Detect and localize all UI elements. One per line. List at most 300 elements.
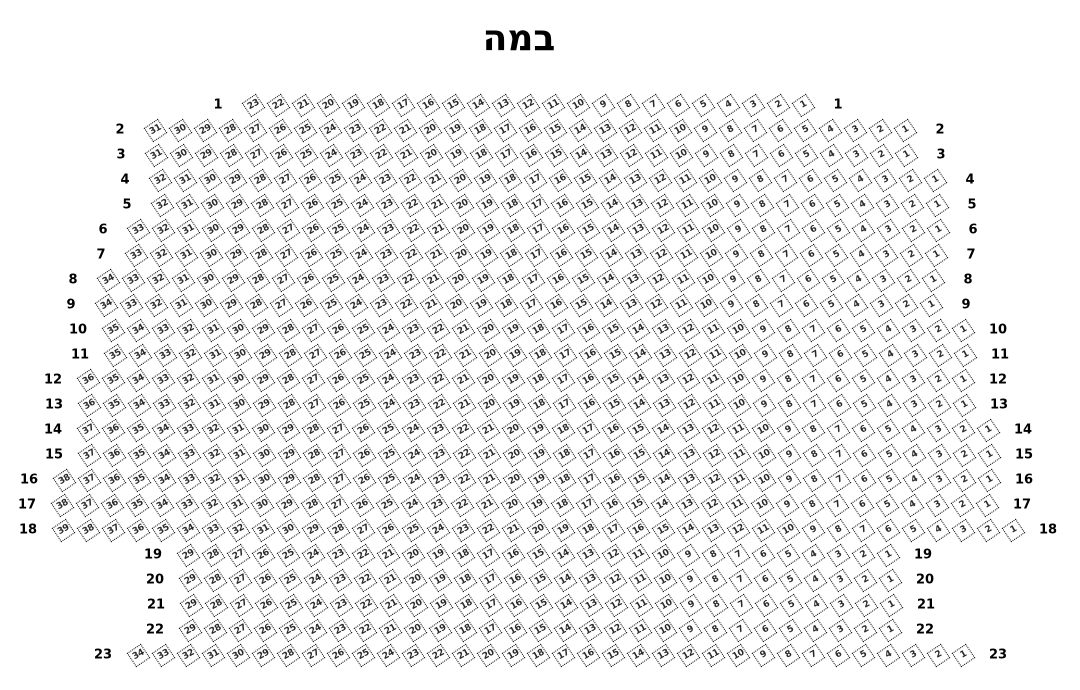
seat[interactable] bbox=[578, 568, 602, 592]
seat[interactable] bbox=[703, 343, 727, 367]
seat[interactable] bbox=[348, 168, 372, 192]
seat[interactable] bbox=[200, 193, 224, 217]
seat[interactable] bbox=[427, 393, 451, 417]
seat[interactable] bbox=[802, 393, 826, 417]
seat[interactable] bbox=[729, 593, 753, 617]
seat[interactable] bbox=[894, 143, 918, 167]
seat[interactable] bbox=[399, 243, 423, 267]
seat[interactable] bbox=[876, 368, 900, 392]
seat[interactable] bbox=[901, 418, 925, 442]
seat[interactable] bbox=[525, 193, 549, 217]
seat[interactable] bbox=[176, 518, 200, 542]
seat[interactable] bbox=[678, 343, 702, 367]
seat[interactable] bbox=[716, 93, 740, 117]
seat[interactable] bbox=[823, 168, 847, 192]
seat[interactable] bbox=[519, 293, 543, 317]
seat[interactable] bbox=[751, 643, 775, 667]
seat[interactable] bbox=[594, 143, 618, 167]
seat[interactable] bbox=[476, 543, 500, 567]
seat[interactable] bbox=[600, 493, 624, 517]
seat[interactable] bbox=[278, 568, 302, 592]
seat[interactable] bbox=[799, 243, 823, 267]
seat[interactable] bbox=[319, 143, 343, 167]
seat[interactable] bbox=[101, 368, 125, 392]
seat[interactable] bbox=[923, 168, 947, 192]
seat[interactable] bbox=[299, 243, 323, 267]
seat[interactable] bbox=[201, 368, 225, 392]
seat[interactable] bbox=[751, 543, 775, 567]
seat[interactable] bbox=[221, 268, 245, 292]
seat[interactable] bbox=[593, 118, 617, 142]
seat[interactable] bbox=[600, 193, 624, 217]
seat[interactable] bbox=[227, 443, 251, 467]
seat[interactable] bbox=[291, 93, 315, 117]
seat[interactable] bbox=[276, 218, 300, 242]
seat[interactable] bbox=[421, 268, 445, 292]
seat[interactable] bbox=[644, 143, 668, 167]
seat[interactable] bbox=[826, 218, 850, 242]
seat[interactable] bbox=[569, 143, 593, 167]
seat[interactable] bbox=[702, 393, 726, 417]
seat[interactable] bbox=[426, 218, 450, 242]
seat[interactable] bbox=[246, 268, 270, 292]
seat[interactable] bbox=[673, 168, 697, 192]
seat[interactable] bbox=[502, 468, 526, 492]
seat[interactable] bbox=[675, 193, 699, 217]
seat[interactable] bbox=[76, 518, 100, 542]
seat[interactable] bbox=[451, 368, 475, 392]
seat[interactable] bbox=[850, 493, 874, 517]
seat[interactable] bbox=[550, 193, 574, 217]
seat[interactable] bbox=[801, 518, 825, 542]
seat[interactable] bbox=[844, 293, 868, 317]
seat[interactable] bbox=[275, 193, 299, 217]
seat[interactable] bbox=[526, 643, 550, 667]
seat[interactable] bbox=[351, 643, 375, 667]
seat[interactable] bbox=[753, 618, 777, 642]
seat[interactable] bbox=[403, 618, 427, 642]
seat[interactable] bbox=[751, 418, 775, 442]
seat[interactable] bbox=[668, 118, 692, 142]
seat[interactable] bbox=[901, 368, 925, 392]
seat[interactable] bbox=[701, 543, 725, 567]
seat[interactable] bbox=[853, 618, 877, 642]
seat[interactable] bbox=[369, 293, 393, 317]
seat[interactable] bbox=[469, 143, 493, 167]
seat[interactable] bbox=[775, 493, 799, 517]
seat[interactable] bbox=[326, 643, 350, 667]
seat[interactable] bbox=[903, 343, 927, 367]
seat[interactable] bbox=[302, 468, 326, 492]
seat[interactable] bbox=[576, 643, 600, 667]
seat[interactable] bbox=[953, 343, 977, 367]
seat[interactable] bbox=[602, 468, 626, 492]
seat[interactable] bbox=[827, 468, 851, 492]
seat[interactable] bbox=[451, 543, 475, 567]
seat[interactable] bbox=[975, 493, 999, 517]
seat[interactable] bbox=[694, 143, 718, 167]
seat[interactable] bbox=[376, 418, 400, 442]
seat[interactable] bbox=[376, 518, 400, 542]
seat[interactable] bbox=[354, 593, 378, 617]
seat[interactable] bbox=[821, 268, 845, 292]
seat[interactable] bbox=[151, 518, 175, 542]
seat[interactable] bbox=[677, 393, 701, 417]
seat[interactable] bbox=[877, 393, 901, 417]
seat[interactable] bbox=[248, 168, 272, 192]
seat[interactable] bbox=[824, 243, 848, 267]
seat[interactable] bbox=[225, 193, 249, 217]
seat[interactable] bbox=[751, 518, 775, 542]
seat[interactable] bbox=[271, 268, 295, 292]
seat[interactable] bbox=[300, 193, 324, 217]
seat[interactable] bbox=[826, 418, 850, 442]
seat[interactable] bbox=[251, 368, 275, 392]
seat[interactable] bbox=[825, 193, 849, 217]
seat[interactable] bbox=[279, 593, 303, 617]
seat[interactable] bbox=[194, 143, 218, 167]
seat[interactable] bbox=[794, 293, 818, 317]
seat[interactable] bbox=[526, 543, 550, 567]
seat[interactable] bbox=[724, 243, 748, 267]
seat[interactable] bbox=[779, 593, 803, 617]
seat[interactable] bbox=[901, 643, 925, 667]
seat[interactable] bbox=[519, 143, 543, 167]
seat[interactable] bbox=[394, 293, 418, 317]
seat[interactable] bbox=[253, 568, 277, 592]
seat[interactable] bbox=[626, 418, 650, 442]
seat[interactable] bbox=[826, 518, 850, 542]
seat[interactable] bbox=[777, 393, 801, 417]
seat[interactable] bbox=[401, 518, 425, 542]
seat[interactable] bbox=[328, 568, 352, 592]
seat[interactable] bbox=[652, 393, 676, 417]
seat[interactable] bbox=[628, 343, 652, 367]
seat[interactable] bbox=[453, 618, 477, 642]
seat[interactable] bbox=[601, 218, 625, 242]
seat[interactable] bbox=[702, 468, 726, 492]
seat[interactable] bbox=[476, 518, 500, 542]
seat[interactable] bbox=[718, 118, 742, 142]
seat[interactable] bbox=[146, 268, 170, 292]
seat[interactable] bbox=[451, 418, 475, 442]
seat[interactable] bbox=[329, 593, 353, 617]
seat[interactable] bbox=[425, 193, 449, 217]
seat[interactable] bbox=[375, 193, 399, 217]
seat[interactable] bbox=[803, 568, 827, 592]
seat[interactable] bbox=[726, 518, 750, 542]
seat[interactable] bbox=[577, 393, 601, 417]
seat[interactable] bbox=[776, 218, 800, 242]
seat[interactable] bbox=[50, 493, 74, 517]
seat[interactable] bbox=[401, 643, 425, 667]
seat[interactable] bbox=[96, 268, 120, 292]
seat[interactable] bbox=[774, 243, 798, 267]
seat[interactable] bbox=[552, 443, 576, 467]
seat[interactable] bbox=[776, 643, 800, 667]
seat[interactable] bbox=[926, 318, 950, 342]
seat[interactable] bbox=[743, 118, 767, 142]
seat[interactable] bbox=[826, 368, 850, 392]
seat[interactable] bbox=[226, 543, 250, 567]
seat[interactable] bbox=[802, 468, 826, 492]
seat[interactable] bbox=[627, 468, 651, 492]
seat[interactable] bbox=[201, 418, 225, 442]
seat[interactable] bbox=[553, 343, 577, 367]
seat[interactable] bbox=[425, 493, 449, 517]
seat[interactable] bbox=[451, 643, 475, 667]
seat[interactable] bbox=[744, 293, 768, 317]
seat[interactable] bbox=[800, 193, 824, 217]
seat[interactable] bbox=[75, 493, 99, 517]
seat[interactable] bbox=[793, 118, 817, 142]
seat[interactable] bbox=[303, 568, 327, 592]
seat[interactable] bbox=[548, 168, 572, 192]
seat[interactable] bbox=[627, 443, 651, 467]
seat[interactable] bbox=[452, 468, 476, 492]
seat[interactable] bbox=[468, 118, 492, 142]
seat[interactable] bbox=[444, 293, 468, 317]
seat[interactable] bbox=[94, 293, 118, 317]
seat[interactable] bbox=[476, 643, 500, 667]
seat[interactable] bbox=[852, 443, 876, 467]
seat[interactable] bbox=[828, 618, 852, 642]
seat[interactable] bbox=[451, 318, 475, 342]
seat[interactable] bbox=[876, 318, 900, 342]
seat[interactable] bbox=[224, 243, 248, 267]
seat[interactable] bbox=[366, 93, 390, 117]
seat[interactable] bbox=[473, 168, 497, 192]
seat[interactable] bbox=[728, 618, 752, 642]
seat[interactable] bbox=[353, 343, 377, 367]
seat[interactable] bbox=[601, 643, 625, 667]
seat[interactable] bbox=[203, 343, 227, 367]
seat[interactable] bbox=[174, 243, 198, 267]
seat[interactable] bbox=[693, 118, 717, 142]
seat[interactable] bbox=[649, 243, 673, 267]
seat[interactable] bbox=[1001, 518, 1025, 542]
seat[interactable] bbox=[676, 518, 700, 542]
seat[interactable] bbox=[126, 418, 150, 442]
seat[interactable] bbox=[494, 143, 518, 167]
seat[interactable] bbox=[76, 418, 100, 442]
seat[interactable] bbox=[466, 93, 490, 117]
seat[interactable] bbox=[769, 143, 793, 167]
seat[interactable] bbox=[876, 518, 900, 542]
seat[interactable] bbox=[227, 393, 251, 417]
seat[interactable] bbox=[853, 568, 877, 592]
seat[interactable] bbox=[325, 493, 349, 517]
seat[interactable] bbox=[603, 618, 627, 642]
seat[interactable] bbox=[801, 368, 825, 392]
seat[interactable] bbox=[766, 93, 790, 117]
seat[interactable] bbox=[725, 193, 749, 217]
seat[interactable] bbox=[77, 468, 101, 492]
seat[interactable] bbox=[571, 268, 595, 292]
seat[interactable] bbox=[253, 618, 277, 642]
seat[interactable] bbox=[452, 393, 476, 417]
seat[interactable] bbox=[650, 493, 674, 517]
seat[interactable] bbox=[569, 293, 593, 317]
seat[interactable] bbox=[426, 643, 450, 667]
seat[interactable] bbox=[278, 618, 302, 642]
seat[interactable] bbox=[803, 618, 827, 642]
seat[interactable] bbox=[926, 643, 950, 667]
seat[interactable] bbox=[623, 168, 647, 192]
seat[interactable] bbox=[601, 318, 625, 342]
seat[interactable] bbox=[150, 193, 174, 217]
seat[interactable] bbox=[326, 368, 350, 392]
seat[interactable] bbox=[273, 168, 297, 192]
seat[interactable] bbox=[900, 193, 924, 217]
seat[interactable] bbox=[577, 468, 601, 492]
seat[interactable] bbox=[701, 643, 725, 667]
seat[interactable] bbox=[229, 593, 253, 617]
seat[interactable] bbox=[275, 493, 299, 517]
seat[interactable] bbox=[175, 493, 199, 517]
seat[interactable] bbox=[266, 93, 290, 117]
seat[interactable] bbox=[827, 443, 851, 467]
seat[interactable] bbox=[176, 418, 200, 442]
seat[interactable] bbox=[893, 118, 917, 142]
seat[interactable] bbox=[619, 143, 643, 167]
seat[interactable] bbox=[393, 118, 417, 142]
seat[interactable] bbox=[603, 568, 627, 592]
seat[interactable] bbox=[553, 568, 577, 592]
seat[interactable] bbox=[494, 293, 518, 317]
seat[interactable] bbox=[368, 118, 392, 142]
seat[interactable] bbox=[228, 568, 252, 592]
seat[interactable] bbox=[644, 293, 668, 317]
seat[interactable] bbox=[128, 343, 152, 367]
seat[interactable] bbox=[876, 543, 900, 567]
seat[interactable] bbox=[804, 593, 828, 617]
seat[interactable] bbox=[851, 368, 875, 392]
seat[interactable] bbox=[719, 293, 743, 317]
seat[interactable] bbox=[677, 443, 701, 467]
seat[interactable] bbox=[401, 418, 425, 442]
seat[interactable] bbox=[401, 218, 425, 242]
seat[interactable] bbox=[653, 618, 677, 642]
seat[interactable] bbox=[576, 318, 600, 342]
seat[interactable] bbox=[376, 543, 400, 567]
seat[interactable] bbox=[225, 493, 249, 517]
seat[interactable] bbox=[376, 643, 400, 667]
seat[interactable] bbox=[327, 393, 351, 417]
seat[interactable] bbox=[701, 418, 725, 442]
seat[interactable] bbox=[276, 418, 300, 442]
seat[interactable] bbox=[578, 343, 602, 367]
seat[interactable] bbox=[353, 568, 377, 592]
seat[interactable] bbox=[875, 193, 899, 217]
seat[interactable] bbox=[453, 343, 477, 367]
seat[interactable] bbox=[293, 118, 317, 142]
seat[interactable] bbox=[526, 318, 550, 342]
seat[interactable] bbox=[573, 168, 597, 192]
seat[interactable] bbox=[669, 293, 693, 317]
seat[interactable] bbox=[301, 543, 325, 567]
seat[interactable] bbox=[52, 468, 76, 492]
seat[interactable] bbox=[776, 518, 800, 542]
seat[interactable] bbox=[398, 168, 422, 192]
seat[interactable] bbox=[251, 418, 275, 442]
seat[interactable] bbox=[250, 493, 274, 517]
seat[interactable] bbox=[801, 418, 825, 442]
seat[interactable] bbox=[402, 443, 426, 467]
seat[interactable] bbox=[241, 93, 265, 117]
seat[interactable] bbox=[694, 293, 718, 317]
seat[interactable] bbox=[251, 518, 275, 542]
seat[interactable] bbox=[152, 393, 176, 417]
seat[interactable] bbox=[653, 343, 677, 367]
seat[interactable] bbox=[628, 568, 652, 592]
seat[interactable] bbox=[428, 618, 452, 642]
seat[interactable] bbox=[501, 218, 525, 242]
seat[interactable] bbox=[827, 393, 851, 417]
seat[interactable] bbox=[478, 568, 502, 592]
seat[interactable] bbox=[344, 143, 368, 167]
seat[interactable] bbox=[243, 118, 267, 142]
seat[interactable] bbox=[651, 368, 675, 392]
seat[interactable] bbox=[474, 243, 498, 267]
seat[interactable] bbox=[351, 218, 375, 242]
seat[interactable] bbox=[276, 543, 300, 567]
seat[interactable] bbox=[346, 268, 370, 292]
seat[interactable] bbox=[443, 118, 467, 142]
seat[interactable] bbox=[175, 193, 199, 217]
seat[interactable] bbox=[144, 293, 168, 317]
seat[interactable] bbox=[541, 93, 565, 117]
seat[interactable] bbox=[501, 643, 525, 667]
seat[interactable] bbox=[798, 168, 822, 192]
seat[interactable] bbox=[926, 368, 950, 392]
seat[interactable] bbox=[676, 318, 700, 342]
seat[interactable] bbox=[324, 243, 348, 267]
seat[interactable] bbox=[900, 493, 924, 517]
seat[interactable] bbox=[676, 218, 700, 242]
seat[interactable] bbox=[678, 618, 702, 642]
seat[interactable] bbox=[844, 143, 868, 167]
seat[interactable] bbox=[441, 93, 465, 117]
seat[interactable] bbox=[277, 443, 301, 467]
seat[interactable] bbox=[624, 243, 648, 267]
seat[interactable] bbox=[851, 418, 875, 442]
seat[interactable] bbox=[901, 318, 925, 342]
seat[interactable] bbox=[448, 168, 472, 192]
seat[interactable] bbox=[528, 568, 552, 592]
seat[interactable] bbox=[426, 418, 450, 442]
seat[interactable] bbox=[491, 93, 515, 117]
seat[interactable] bbox=[726, 643, 750, 667]
seat[interactable] bbox=[251, 318, 275, 342]
seat[interactable] bbox=[503, 568, 527, 592]
seat[interactable] bbox=[151, 318, 175, 342]
seat[interactable] bbox=[551, 318, 575, 342]
seat[interactable] bbox=[676, 643, 700, 667]
seat[interactable] bbox=[176, 368, 200, 392]
seat[interactable] bbox=[102, 468, 126, 492]
seat[interactable] bbox=[851, 543, 875, 567]
seat[interactable] bbox=[252, 468, 276, 492]
seat[interactable] bbox=[198, 168, 222, 192]
seat[interactable] bbox=[226, 643, 250, 667]
seat[interactable] bbox=[754, 593, 778, 617]
seat[interactable] bbox=[802, 443, 826, 467]
seat[interactable] bbox=[402, 393, 426, 417]
seat[interactable] bbox=[851, 518, 875, 542]
seat[interactable] bbox=[502, 443, 526, 467]
seat[interactable] bbox=[676, 418, 700, 442]
